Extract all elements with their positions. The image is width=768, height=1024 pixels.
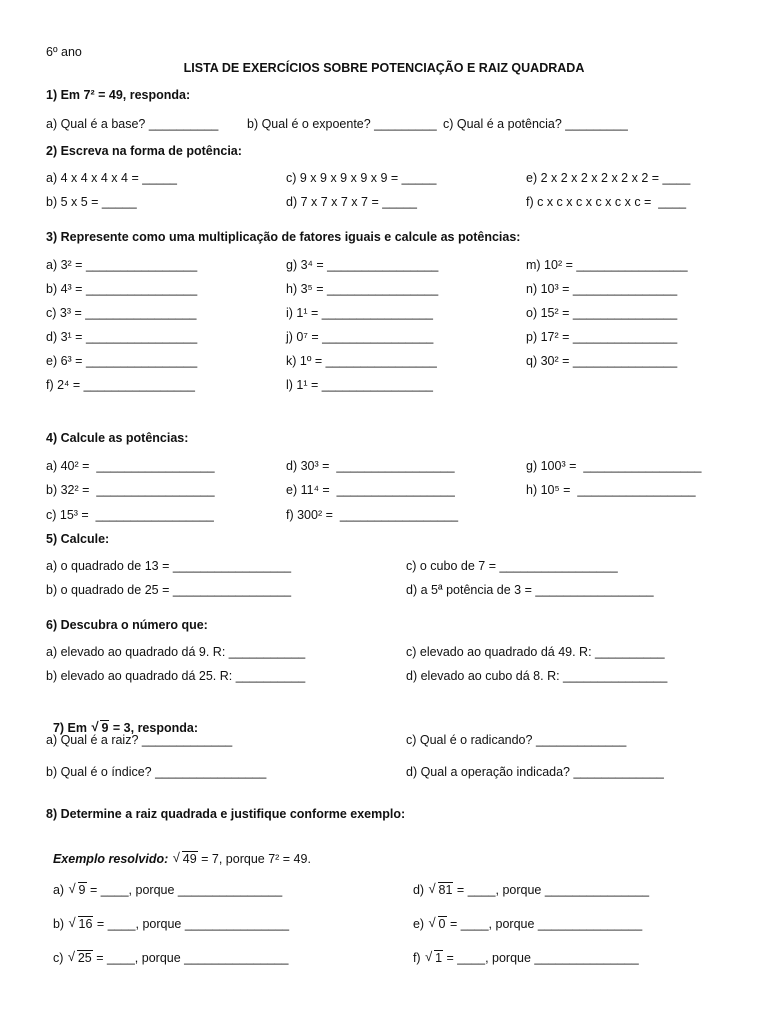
sqrt-symbol <box>429 916 447 932</box>
q3-item: m) 10² = ________________ <box>526 258 688 272</box>
q8-item-c <box>46 934 288 966</box>
sqrt-symbol <box>429 882 454 898</box>
item-letter: f) <box>412 951 425 965</box>
item-rest: = ____, porque _______________ <box>86 883 283 897</box>
q2-item-b: b) 5 x 5 = _____ <box>46 195 137 209</box>
item-rest: = ____, porque _______________ <box>92 951 289 965</box>
q2-item-e: e) 2 x 2 x 2 x 2 x 2 x 2 = ____ <box>526 171 691 185</box>
q4-item: h) 10⁵ = _________________ <box>526 483 696 497</box>
q3-item: o) 15² = _______________ <box>526 306 678 320</box>
q4-item: f) 300² = _________________ <box>286 508 459 522</box>
sqrt-symbol <box>69 882 87 898</box>
sqrt-symbol <box>68 950 93 966</box>
item-letter: b) <box>52 917 68 931</box>
q4-item: d) 30³ = _________________ <box>286 459 455 473</box>
item-rest: = ____, porque _______________ <box>93 917 290 931</box>
q3-item: a) 3² = ________________ <box>46 258 198 272</box>
item-letter: d) <box>412 883 428 897</box>
q7-title-post: = 3, responda: <box>109 721 198 735</box>
sqrt-symbol <box>69 916 94 932</box>
q1-item-b: b) Qual é o expoente? _________ <box>247 117 437 131</box>
q4-item: e) 11⁴ = _________________ <box>286 483 455 497</box>
q3-item: e) 6³ = ________________ <box>46 354 198 368</box>
q6-title: 6) Descubra o número que: <box>46 618 208 632</box>
q7-item-d: d) Qual a operação indicada? _____________ <box>406 765 664 779</box>
q6-item-d: d) elevado ao cubo dá 8. R: _______________ <box>406 669 668 683</box>
q5-item-c: c) o cubo de 7 = _________________ <box>406 559 618 573</box>
q4-title: 4) Calcule as potências: <box>46 431 189 445</box>
q1-item-c: c) Qual é a potência? _________ <box>443 117 628 131</box>
q8-example <box>46 835 311 867</box>
q3-item: j) 0⁷ = ________________ <box>286 330 434 344</box>
q5-item-b: b) o quadrado de 25 = _________________ <box>46 583 292 597</box>
grade-label: 6º ano <box>46 45 82 59</box>
radicand: 0 <box>438 917 446 931</box>
q8-item-a <box>46 866 282 898</box>
sqrt-symbol <box>425 950 443 966</box>
q3-item: h) 3⁵ = ________________ <box>286 282 439 296</box>
radicand: 25 <box>77 951 92 965</box>
q6-item-a: a) elevado ao quadrado dá 9. R: ___________ <box>46 645 306 659</box>
q2-item-d: d) 7 x 7 x 7 x 7 = _____ <box>286 195 417 209</box>
q3-title: 3) Represente como uma multiplicação de fatores iguais e calcule as potências: <box>46 230 521 244</box>
q4-item: a) 40² = _________________ <box>46 459 215 473</box>
q2-title: 2) Escreva na forma de potência: <box>46 144 242 158</box>
q8-item-d <box>406 866 649 898</box>
q6-item-c: c) elevado ao quadrado dá 49. R: __________ <box>406 645 665 659</box>
radicand: 9 <box>101 721 109 735</box>
q5-item-d: d) a 5ª potência de 3 = _________________ <box>406 583 654 597</box>
q3-item: q) 30² = _______________ <box>526 354 678 368</box>
radicand: 16 <box>78 917 93 931</box>
radicand: 81 <box>438 883 453 897</box>
q7-item-b: b) Qual é o índice? ________________ <box>46 765 267 779</box>
q3-item: c) 3³ = ________________ <box>46 306 197 320</box>
item-rest: = ____, porque _______________ <box>446 917 643 931</box>
radicand: 1 <box>435 951 443 965</box>
q8-item-b <box>46 900 289 932</box>
q3-item: k) 1º = ________________ <box>286 354 437 368</box>
q8-item-f <box>406 934 639 966</box>
item-letter: a) <box>52 883 68 897</box>
example-rest: = 7, porque 7² = 49. <box>197 852 311 866</box>
example-label: Exemplo resolvido: <box>52 852 169 866</box>
q7-item-a: a) Qual é a raiz? _____________ <box>46 733 233 747</box>
q4-item: g) 100³ = _________________ <box>526 459 702 473</box>
q2-item-a: a) 4 x 4 x 4 x 4 = _____ <box>46 171 177 185</box>
item-letter: e) <box>412 917 428 931</box>
q2-item-f: f) c x c x c x c x c x c = ____ <box>526 195 687 209</box>
radicand: 49 <box>182 852 197 866</box>
q1-item-a: a) Qual é a base? __________ <box>46 117 219 131</box>
q3-item: l) 1¹ = ________________ <box>286 378 434 392</box>
item-letter: c) <box>52 951 67 965</box>
q6-item-b: b) elevado ao quadrado dá 25. R: __________ <box>46 669 306 683</box>
item-rest: = ____, porque _______________ <box>453 883 650 897</box>
q2-item-c: c) 9 x 9 x 9 x 9 x 9 = _____ <box>286 171 437 185</box>
q3-item: n) 10³ = _______________ <box>526 282 678 296</box>
q3-item: i) 1¹ = ________________ <box>286 306 434 320</box>
page-title: LISTA DE EXERCÍCIOS SOBRE POTENCIAÇÃO E RAIZ QUADRADA <box>183 61 585 75</box>
q5-item-a: a) o quadrado de 13 = _________________ <box>46 559 292 573</box>
q4-item: c) 15³ = _________________ <box>46 508 214 522</box>
item-rest: = ____, porque _______________ <box>443 951 639 965</box>
q3-item: b) 4³ = ________________ <box>46 282 198 296</box>
q5-title: 5) Calcule: <box>46 532 110 546</box>
q8-title: 8) Determine a raiz quadrada e justifique conforme exemplo: <box>46 807 406 821</box>
radicand: 9 <box>78 883 86 897</box>
q3-item: p) 17² = _______________ <box>526 330 678 344</box>
sqrt-symbol <box>173 851 198 867</box>
q7-title-pre: 7) Em <box>52 721 91 735</box>
q3-item: g) 3⁴ = ________________ <box>286 258 439 272</box>
q4-item: b) 32² = _________________ <box>46 483 215 497</box>
q1-title: 1) Em 7² = 49, responda: <box>46 88 191 102</box>
q3-item: d) 3¹ = ________________ <box>46 330 198 344</box>
q8-item-e <box>406 900 642 932</box>
q3-item: f) 2⁴ = ________________ <box>46 378 195 392</box>
q7-item-c: c) Qual é o radicando? _____________ <box>406 733 627 747</box>
